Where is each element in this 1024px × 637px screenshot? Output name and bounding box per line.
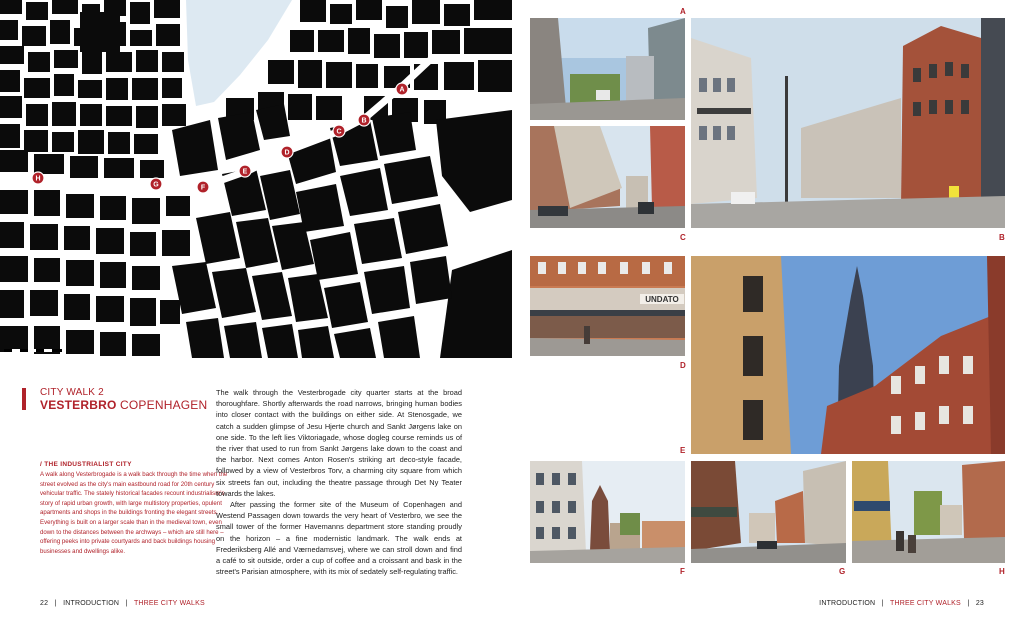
marker-h-label: H [35, 175, 41, 183]
footer-right-chapter: THREE CITY WALKS [890, 600, 961, 607]
photo-g-label: G [839, 567, 846, 576]
section-title [40, 398, 207, 412]
footer-left-section: INTRODUCTION [63, 600, 120, 607]
marker-f[interactable] [197, 181, 209, 193]
main-body-text [216, 387, 462, 577]
marker-b[interactable] [358, 114, 370, 126]
footer-sep-3: | [881, 600, 884, 607]
photo-d [530, 256, 685, 356]
photo-b-label: B [999, 233, 1005, 242]
page-number-left: 22 [40, 600, 49, 607]
photo-d-sign: UNDATO [645, 295, 679, 304]
photo-c [530, 126, 685, 228]
photo-e [691, 256, 1005, 454]
street-map [0, 0, 512, 358]
section-title-rest: COPENHAGEN [120, 398, 208, 412]
marker-h[interactable] [32, 172, 44, 184]
section-title-bold: VESTERBRO [40, 398, 117, 412]
footer-left [40, 600, 205, 607]
footer-sep-4: | [967, 600, 970, 607]
sidebar-body: A walk along Vesterbrogade is a walk back through the time when the street evolved as the city's main eastbound road for 20th century vehicular traffic. The stately historical facades recount industrialism's story of rapid urban growth, with large multistory properties, opulent apartments and shops in the buildings fronting the elegant streets. Everything is built on a larger scale than in the medieval town, even down to the distances between the archways – which are still here – offering peeks into private courtyards and back buildings housing businesses and dwellings alike. [40, 471, 228, 555]
section-accent-bar [22, 388, 26, 410]
photo-h-label: H [999, 567, 1005, 576]
footer-right [819, 600, 984, 607]
marker-d-label: D [284, 149, 290, 157]
photo-b [691, 18, 1005, 228]
photo-h [852, 461, 1005, 563]
street-map-svg [0, 0, 512, 358]
footer-right-section: INTRODUCTION [819, 600, 876, 607]
marker-a[interactable] [396, 83, 408, 95]
marker-c[interactable] [333, 125, 345, 137]
marker-d[interactable] [281, 146, 293, 158]
photo-a [530, 18, 685, 120]
footer-sep-1: | [54, 600, 57, 607]
footer-left-chapter: THREE CITY WALKS [133, 600, 205, 607]
marker-b-label: B [361, 117, 367, 125]
marker-e-label: E [242, 168, 248, 176]
main-paragraph-2: After passing the former site of the Museum of Copenhagen and Westend Passagen down towards the very heart of Vesterbro, we see the small tower of the former Havemanns department store standing proudly on the horizon – a fine modernistic landmark. The walk ends at Frederiksberg Allé and Værnedamsvej, where we can stroll down and find a café to sit outside, order a cup of coffee and a croissant and bask in the street's Parisian atmosphere, with its mix of sedately self-regulating traffic. [216, 500, 462, 577]
photo-f [530, 461, 685, 563]
section-kicker: CITY WALK 2 [40, 387, 104, 398]
scale-bar [4, 349, 62, 352]
footer-sep-2: | [125, 600, 128, 607]
photo-f-label: F [680, 567, 685, 576]
photo-a-label: A [680, 7, 686, 16]
photo-e-label: E [680, 446, 686, 455]
marker-f-label: F [200, 184, 206, 192]
sidebar-heading: / THE INDUSTRIALIST CITY [40, 461, 132, 468]
photo-g [691, 461, 846, 563]
photo-d-label: D [680, 361, 686, 370]
main-paragraph-1: The walk through the Vesterbrogade city quarter starts at the broad thoroughfare. Shortly afterwards the road narrows, bringing human bodies into closer contact with the buildings on either side. At Stenosgade, we catch a sudden glimpse of Jesu Hjerte church and Sankt Jørgens lake on one side. To the left lies Viktoriagade, whose dogleg course reminds us of the river that used to run from Sankt Jørgens lake down to the coast and the harbor. Next comes Anton Rosen's striking art deco-style facade, followed by a view of Vesterbros Torv, a charming city square from which six streets fan out, including the theatre passage through Det Ny Teater towards the lakes. [216, 388, 462, 498]
marker-e[interactable] [239, 165, 251, 177]
photo-c-label: C [680, 233, 686, 242]
page-number-right: 23 [975, 600, 984, 607]
marker-g[interactable] [150, 178, 162, 190]
marker-c-label: C [336, 128, 342, 136]
marker-g-label: G [153, 181, 159, 189]
marker-a-label: A [399, 86, 405, 94]
